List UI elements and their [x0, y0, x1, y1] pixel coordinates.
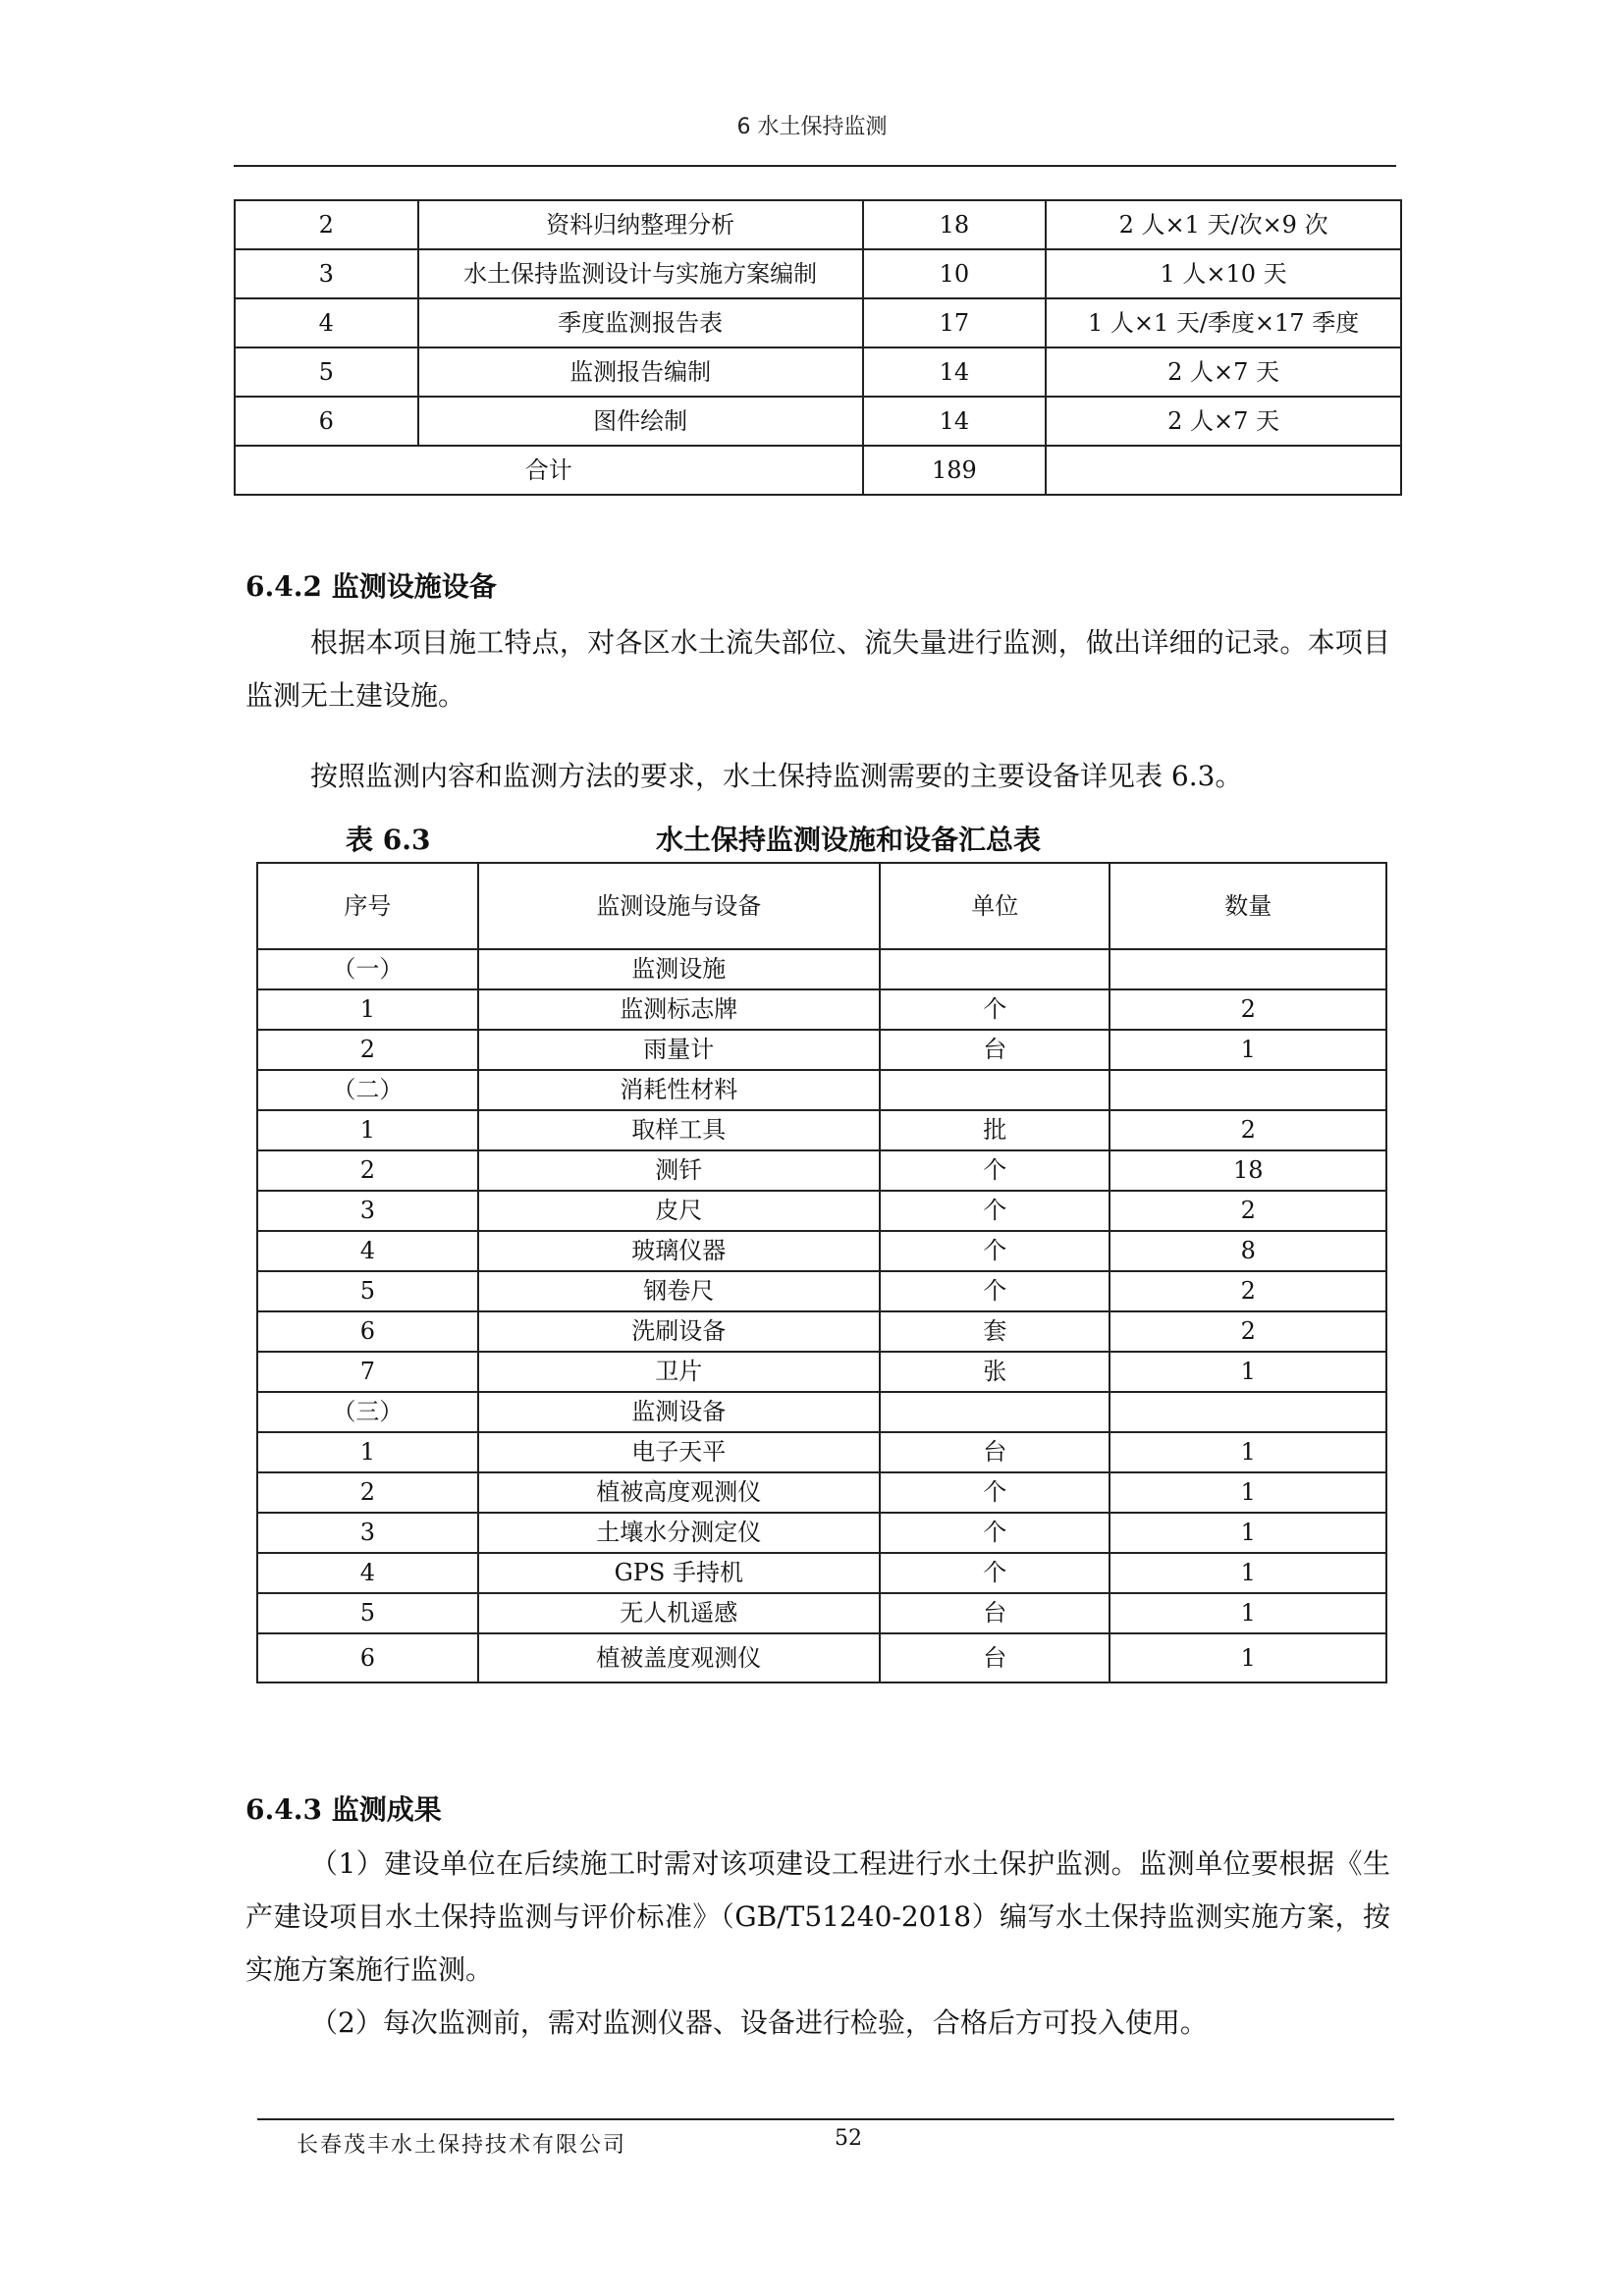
- equipment-name-cell: 雨量计: [478, 1030, 880, 1070]
- sequence-cell: 7: [257, 1352, 478, 1392]
- column-header: 单位: [880, 863, 1110, 949]
- sequence-cell: 2: [257, 1150, 478, 1191]
- equipment-name-cell: 监测标志牌: [478, 989, 880, 1030]
- equipment-name-cell: 土壤水分测定仪: [478, 1513, 880, 1553]
- unit-cell: 台: [880, 1030, 1110, 1070]
- table-row: [257, 1070, 1386, 1110]
- quantity-cell: 2: [1110, 1271, 1386, 1311]
- unit-cell: [880, 1070, 1110, 1110]
- calculation-cell: 2 人×7 天: [1046, 347, 1401, 397]
- sequence-cell: 4: [257, 1553, 478, 1593]
- table-header-row: [257, 863, 1386, 949]
- unit-cell: 张: [880, 1352, 1110, 1392]
- workdays-cell: 14: [863, 347, 1047, 397]
- sequence-cell: 1: [257, 989, 478, 1030]
- column-header: 数量: [1110, 863, 1386, 949]
- quantity-cell: [1110, 949, 1386, 989]
- unit-cell: 个: [880, 1553, 1110, 1593]
- calculation-cell: 2 人×7 天: [1046, 397, 1401, 446]
- workdays-cell: 14: [863, 397, 1047, 446]
- table-row: [257, 1271, 1386, 1311]
- sequence-cell: 4: [257, 1231, 478, 1271]
- workdays-cell: 18: [863, 200, 1047, 249]
- sequence-cell: （二）: [257, 1070, 478, 1110]
- quantity-cell: 1: [1110, 1553, 1386, 1593]
- unit-cell: 批: [880, 1110, 1110, 1150]
- table-row: [235, 298, 1401, 347]
- empty-cell: [1046, 446, 1401, 495]
- column-header: 序号: [257, 863, 478, 949]
- row-number-cell: 5: [235, 347, 418, 397]
- paragraph: 按照监测内容和监测方法的要求，水土保持监测需要的主要设备详见表 6.3。: [310, 760, 1243, 792]
- sequence-cell: （三）: [257, 1392, 478, 1432]
- table-row: [257, 1110, 1386, 1150]
- table-row: [235, 347, 1401, 397]
- section-heading-6-4-3: 6.4.3 监测成果: [245, 1793, 442, 1826]
- table-row: [257, 1432, 1386, 1472]
- quantity-cell: [1110, 1070, 1386, 1110]
- row-number-cell: 2: [235, 200, 418, 249]
- table-row: [257, 1311, 1386, 1352]
- sequence-cell: （一）: [257, 949, 478, 989]
- table-caption-number: 表 6.3: [346, 824, 431, 856]
- sequence-cell: 3: [257, 1191, 478, 1231]
- total-value-cell: 189: [863, 446, 1047, 495]
- total-row: [235, 446, 1401, 495]
- equipment-name-cell: 玻璃仪器: [478, 1231, 880, 1271]
- equipment-name-cell: 取样工具: [478, 1110, 880, 1150]
- table-row: [235, 249, 1401, 298]
- equipment-name-cell: 钢卷尺: [478, 1271, 880, 1311]
- quantity-cell: 18: [1110, 1150, 1386, 1191]
- equipment-name-cell: 无人机遥感: [478, 1593, 880, 1633]
- table-row: [257, 1553, 1386, 1593]
- table-row: [257, 1150, 1386, 1191]
- table-row: [257, 949, 1386, 989]
- table-row: [257, 1472, 1386, 1513]
- work-item-cell: 监测报告编制: [418, 347, 863, 397]
- paragraph: （1）建设单位在后续施工时需对该项建设工程进行水土保护监测。监测单位要根据《生产建设项目水土保持监测与评价标准》（GB/T51240-2018）编写水土保持监测实施方案，按实施方案施行监测。: [245, 1847, 1390, 1986]
- unit-cell: 个: [880, 989, 1110, 1030]
- sequence-cell: 5: [257, 1271, 478, 1311]
- unit-cell: 套: [880, 1311, 1110, 1352]
- unit-cell: 个: [880, 1271, 1110, 1311]
- equipment-name-cell: 卫片: [478, 1352, 880, 1392]
- calculation-cell: 1 人×10 天: [1046, 249, 1401, 298]
- calculation-cell: 2 人×1 天/次×9 次: [1046, 200, 1401, 249]
- quantity-cell: 2: [1110, 989, 1386, 1030]
- table-row: [235, 397, 1401, 446]
- quantity-cell: 2: [1110, 1311, 1386, 1352]
- sequence-cell: 6: [257, 1633, 478, 1682]
- quantity-cell: [1110, 1392, 1386, 1432]
- quantity-cell: 1: [1110, 1633, 1386, 1682]
- row-number-cell: 3: [235, 249, 418, 298]
- equipment-name-cell: 监测设施: [478, 949, 880, 989]
- quantity-cell: 1: [1110, 1352, 1386, 1392]
- quantity-cell: 1: [1110, 1432, 1386, 1472]
- row-number-cell: 6: [235, 397, 418, 446]
- table-row: [257, 1593, 1386, 1633]
- table-row: [257, 1392, 1386, 1432]
- equipment-name-cell: 监测设备: [478, 1392, 880, 1432]
- unit-cell: [880, 949, 1110, 989]
- sequence-cell: 2: [257, 1472, 478, 1513]
- unit-cell: 个: [880, 1150, 1110, 1191]
- workload-table: [234, 199, 1402, 496]
- quantity-cell: 2: [1110, 1191, 1386, 1231]
- quantity-cell: 1: [1110, 1513, 1386, 1553]
- paragraph: （2）每次监测前，需对监测仪器、设备进行检验，合格后方可投入使用。: [310, 2006, 1208, 2039]
- unit-cell: [880, 1392, 1110, 1432]
- equipment-name-cell: 测钎: [478, 1150, 880, 1191]
- row-number-cell: 4: [235, 298, 418, 347]
- quantity-cell: 1: [1110, 1030, 1386, 1070]
- equipment-name-cell: 洗刷设备: [478, 1311, 880, 1352]
- equipment-table-body: [257, 949, 1386, 1682]
- table-row: [257, 1231, 1386, 1271]
- page-number: 52: [835, 2126, 862, 2151]
- workdays-cell: 17: [863, 298, 1047, 347]
- equipment-name-cell: 植被高度观测仪: [478, 1472, 880, 1513]
- paragraph: 根据本项目施工特点，对各区水土流失部位、流失量进行监测，做出详细的记录。本项目监测无土建设施。: [245, 626, 1390, 712]
- sequence-cell: 6: [257, 1311, 478, 1352]
- quantity-cell: 8: [1110, 1231, 1386, 1271]
- work-item-cell: 水土保持监测设计与实施方案编制: [418, 249, 863, 298]
- section-heading-6-4-2: 6.4.2 监测设施设备: [245, 570, 497, 603]
- table-row: [257, 1030, 1386, 1070]
- sequence-cell: 2: [257, 1030, 478, 1070]
- sequence-cell: 5: [257, 1593, 478, 1633]
- table-row: [257, 989, 1386, 1030]
- header-rule: [234, 165, 1396, 167]
- equipment-table: [256, 862, 1387, 1683]
- work-item-cell: 季度监测报告表: [418, 298, 863, 347]
- quantity-cell: 1: [1110, 1472, 1386, 1513]
- calculation-cell: 1 人×1 天/季度×17 季度: [1046, 298, 1401, 347]
- quantity-cell: 2: [1110, 1110, 1386, 1150]
- sequence-cell: 3: [257, 1513, 478, 1553]
- unit-cell: 个: [880, 1472, 1110, 1513]
- table-row: [235, 200, 1401, 249]
- total-label-cell: 合计: [235, 446, 863, 495]
- footer-company: 长春茂丰水土保持技术有限公司: [297, 2133, 627, 2158]
- table-caption-title: 水土保持监测设施和设备汇总表: [656, 824, 1042, 856]
- equipment-name-cell: 植被盖度观测仪: [478, 1633, 880, 1682]
- table-row: [257, 1191, 1386, 1231]
- work-item-cell: 资料归纳整理分析: [418, 200, 863, 249]
- unit-cell: 台: [880, 1633, 1110, 1682]
- equipment-name-cell: 皮尺: [478, 1191, 880, 1231]
- workdays-cell: 10: [863, 249, 1047, 298]
- unit-cell: 个: [880, 1191, 1110, 1231]
- sequence-cell: 1: [257, 1432, 478, 1472]
- quantity-cell: 1: [1110, 1593, 1386, 1633]
- unit-cell: 台: [880, 1593, 1110, 1633]
- unit-cell: 个: [880, 1231, 1110, 1271]
- table-row: [257, 1633, 1386, 1682]
- workload-table-body: [235, 200, 1401, 495]
- table-row: [257, 1352, 1386, 1392]
- equipment-name-cell: GPS 手持机: [478, 1553, 880, 1593]
- unit-cell: 台: [880, 1432, 1110, 1472]
- sequence-cell: 1: [257, 1110, 478, 1150]
- page-header-title: 6 水土保持监测: [736, 115, 888, 139]
- table-row: [257, 1513, 1386, 1553]
- unit-cell: 个: [880, 1513, 1110, 1553]
- equipment-name-cell: 电子天平: [478, 1432, 880, 1472]
- footer-rule: [257, 2118, 1394, 2120]
- work-item-cell: 图件绘制: [418, 397, 863, 446]
- equipment-name-cell: 消耗性材料: [478, 1070, 880, 1110]
- column-header: 监测设施与设备: [478, 863, 880, 949]
